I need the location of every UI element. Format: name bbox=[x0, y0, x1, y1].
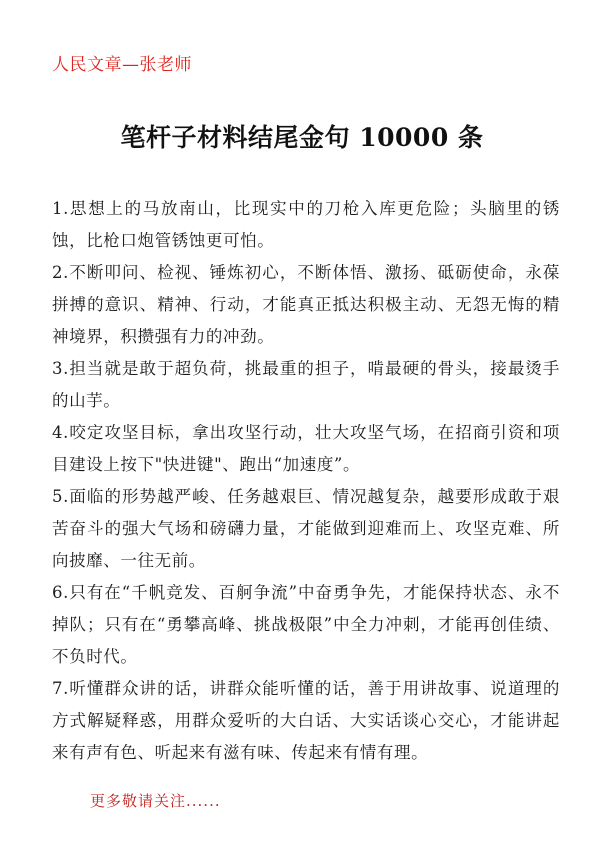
list-item: 5.面临的形势越严峻、任务越艰巨、情况越复杂，越要形成敢于艰苦奋斗的强大气场和磅礴力量，才能做到迎难而上、攻坚克难、所向披靡、一往无前。 bbox=[52, 487, 560, 570]
list-item: 6.只有在“千帆竞发、百舸争流”中奋勇争先，才能保持状态、永不掉队；只有在“勇攀高峰、挑战极限”中全力冲刺，才能再创佳绩、不负时代。 bbox=[52, 583, 560, 666]
list-item: 3.担当就是敢于超负荷，挑最重的担子，啃最硬的骨头，接最烫手的山芋。 bbox=[52, 359, 560, 410]
list-item: 4.咬定攻坚目标，拿出攻坚行动，壮大攻坚气场，在招商引资和项目建设上按下"快进键"、跑出“加速度”。 bbox=[52, 423, 560, 474]
list-item: 1.思想上的马放南山，比现实中的刀枪入库更危险；头脑里的锈蚀，比枪口炮管锈蚀更可怕。 bbox=[52, 199, 560, 250]
list-item: 2.不断叩问、检视、锤炼初心，不断体悟、激扬、砥砺使命，永葆拼搏的意识、精神、行动，才能真正抵达积极主动、无怨无悔的精神境界，积攒强有力的冲劲。 bbox=[52, 263, 560, 346]
follow-more-text: 更多敬请关注...... bbox=[90, 792, 221, 810]
list-item: 7.听懂群众讲的话，讲群众能听懂的话，善于用讲故事、说道理的方式解疑释惑，用群众爱听的大白话、大实话谈心交心，才能讲起来有声有色、听起来有滋有味、传起来有情有理。 bbox=[52, 679, 560, 762]
author-tag: 人民文章—张老师 bbox=[52, 55, 192, 75]
page-title: 笔杆子材料结尾金句 10000 条 bbox=[120, 123, 484, 152]
quote-list bbox=[52, 193, 560, 769]
